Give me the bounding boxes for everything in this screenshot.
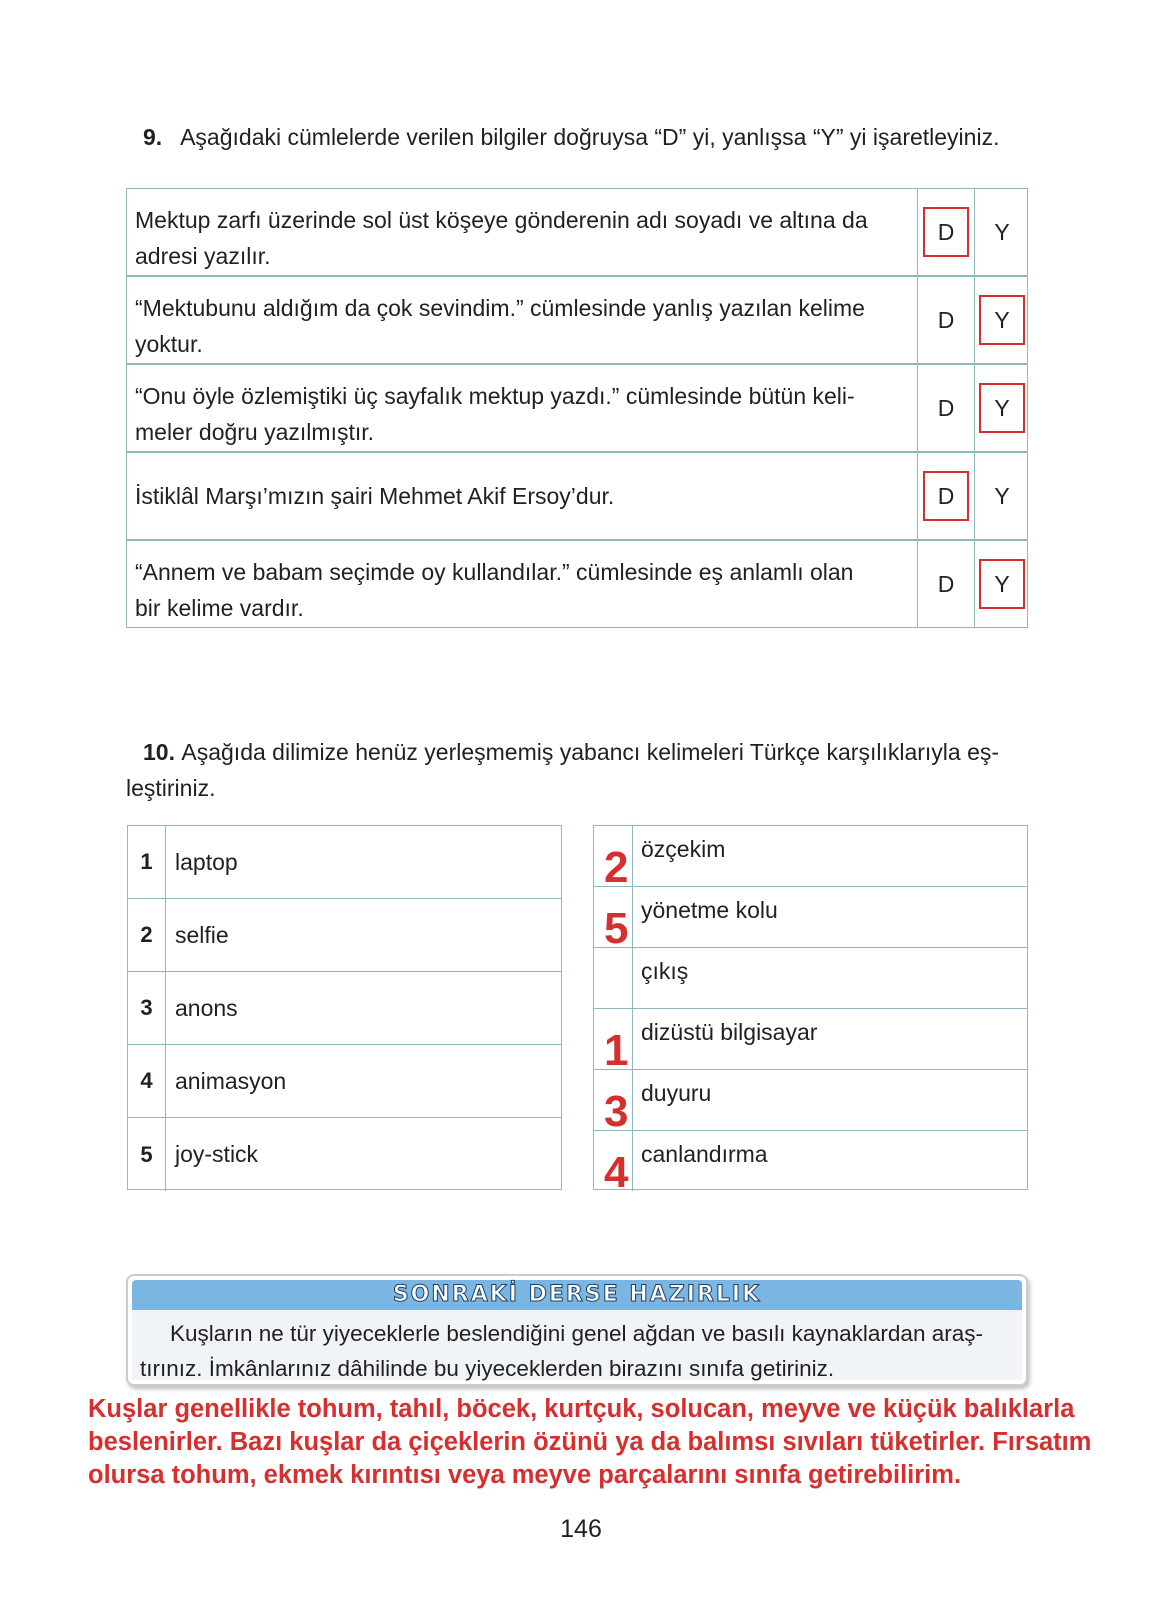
list-item — [128, 899, 561, 972]
list-item — [594, 887, 1027, 953]
statement-line: “Annem ve babam seçimde oy kullandılar.” cümlesinde eş anlamlı olan — [135, 559, 854, 585]
foreign-word: selfie — [175, 921, 229, 948]
list-item — [128, 972, 561, 1045]
statement-line: “Mektubunu aldığım da çok sevindim.” cümlesinde yanlış yazılan kelime — [135, 295, 865, 321]
list-item — [128, 826, 561, 899]
list-item — [128, 1045, 561, 1118]
question-instruction: Aşağıda dilimize henüz yerleşmemiş yabancı kelimeleri Türkçe karşılıklarıyla eş- — [181, 739, 1000, 765]
next-lesson-box — [126, 1274, 1028, 1386]
foreign-words-table — [127, 825, 562, 1190]
option-y-label: Y — [994, 306, 1010, 333]
answer-cell[interactable] — [594, 1009, 633, 1075]
selected-answer-box — [979, 559, 1025, 609]
answer-line: beslenirler. Bazı kuşlar da çiçeklerin özünü ya da balımsı sıvıları tüketirler. Fırsatım — [88, 1428, 1092, 1456]
answer-line: olursa tohum, ekmek kırıntısı veya meyve parçalarını sınıfa getirebilirim. — [88, 1461, 962, 1489]
handwritten-answer: 5 — [604, 904, 629, 953]
option-d[interactable] — [918, 189, 975, 275]
foreign-word: joy-stick — [175, 1141, 259, 1167]
question-number: 10. — [143, 739, 175, 765]
question-instruction: Aşağıdaki cümlelerde verilen bilgiler doğruysa “D” yi, yanlışsa “Y” yi işaretleyiniz. — [180, 124, 1000, 150]
selected-answer-box — [923, 207, 969, 257]
selected-answer-box — [979, 295, 1025, 345]
item-number: 5 — [128, 1118, 166, 1191]
turkish-word: özçekim — [641, 836, 726, 862]
statement-line: “Onu öyle özlemiştiki üç sayfalık mektup yazdı.” cümlesinde bütün keli- — [135, 383, 855, 409]
statement-line: meler doğru yazılmıştır. — [135, 419, 375, 445]
tf-statement — [127, 277, 918, 363]
item-number: 1 — [128, 826, 166, 898]
tf-statement — [127, 365, 918, 451]
next-lesson-line: tırınız. İmkânlarınız dâhilinde bu yiyeceklerden birazını sınıfa getiriniz. — [140, 1356, 835, 1381]
answer-cell[interactable] — [594, 1070, 633, 1136]
student-answer — [88, 1393, 1128, 1492]
question-9-heading — [143, 119, 999, 155]
next-lesson-title: SONRAKİ DERSE HAZIRLIK — [132, 1280, 1022, 1310]
option-y[interactable] — [975, 365, 1029, 451]
option-y[interactable] — [975, 453, 1029, 539]
selected-answer-box — [923, 471, 969, 521]
turkish-word: yönetme kolu — [641, 897, 778, 923]
handwritten-answer: 4 — [604, 1148, 629, 1197]
tf-statement — [127, 453, 918, 539]
option-y[interactable] — [975, 541, 1029, 627]
tf-row — [126, 188, 1028, 276]
turkish-equivalents-table — [593, 825, 1028, 1197]
item-number: 3 — [128, 972, 166, 1044]
question-10-heading — [143, 734, 1043, 770]
next-lesson-body — [132, 1310, 1022, 1380]
answer-line: Kuşlar genellikle tohum, tahıl, böcek, kurtçuk, solucan, meyve ve küçük balıklarla — [88, 1395, 1075, 1423]
option-d-label: D — [937, 570, 955, 597]
list-item — [594, 826, 1027, 892]
next-lesson-text — [140, 1316, 1010, 1386]
selected-answer-box — [979, 383, 1025, 433]
answer-cell[interactable] — [594, 1131, 633, 1197]
item-number: 4 — [128, 1045, 166, 1117]
option-y-label: Y — [994, 570, 1010, 597]
foreign-word: laptop — [175, 848, 238, 875]
option-d[interactable] — [918, 453, 975, 539]
tf-statement — [127, 541, 918, 627]
option-d-label: D — [937, 394, 955, 421]
option-d[interactable] — [918, 277, 975, 363]
option-y-label: Y — [994, 218, 1010, 245]
option-d-label: D — [937, 482, 955, 509]
list-item — [594, 1009, 1027, 1075]
tf-row — [126, 276, 1028, 364]
statement-line: yoktur. — [135, 331, 203, 357]
item-number: 2 — [128, 899, 166, 971]
tf-row — [126, 452, 1028, 540]
answer-cell[interactable] — [594, 948, 633, 1008]
statement-line: adresi yazılır. — [135, 243, 271, 269]
statement-line: İstiklâl Marşı’mızın şairi Mehmet Akif Ersoy’dur. — [135, 483, 615, 509]
statement-line: Mektup zarfı üzerinde sol üst köşeye gönderenin adı soyadı ve altına da — [135, 207, 868, 233]
turkish-word: dizüstü bilgisayar — [641, 1019, 818, 1045]
list-item — [128, 1118, 561, 1191]
option-d-label: D — [937, 218, 955, 245]
true-false-table — [126, 188, 1028, 640]
option-d[interactable] — [918, 365, 975, 451]
answer-cell[interactable] — [594, 826, 633, 892]
tf-row — [126, 364, 1028, 452]
option-y[interactable] — [975, 277, 1029, 363]
foreign-word: anons — [175, 994, 238, 1021]
option-y-label: Y — [994, 482, 1010, 509]
handwritten-answer: 3 — [604, 1087, 629, 1136]
list-item — [594, 948, 1027, 1009]
question-instruction-continued: leştiriniz. — [126, 775, 216, 801]
list-item — [594, 1070, 1027, 1136]
list-item — [594, 1131, 1027, 1197]
handwritten-answer: 2 — [604, 843, 629, 892]
option-d[interactable] — [918, 541, 975, 627]
turkish-word: duyuru — [641, 1080, 712, 1106]
turkish-word: çıkış — [641, 958, 689, 984]
page-number: 146 — [560, 1515, 602, 1543]
foreign-word: animasyon — [175, 1067, 287, 1094]
tf-statement — [127, 189, 918, 275]
question-number: 9. — [143, 124, 163, 150]
option-d-label: D — [937, 306, 955, 333]
option-y[interactable] — [975, 189, 1029, 275]
next-lesson-line: Kuşların ne tür yiyeceklerle beslendiğini genel ağdan ve basılı kaynaklardan araş- — [170, 1321, 983, 1346]
answer-cell[interactable] — [594, 887, 633, 953]
statement-line: bir kelime vardır. — [135, 595, 304, 621]
handwritten-answer: 1 — [604, 1026, 629, 1075]
turkish-word: canlandırma — [641, 1141, 768, 1167]
tf-row — [126, 540, 1028, 628]
option-y-label: Y — [994, 394, 1010, 421]
